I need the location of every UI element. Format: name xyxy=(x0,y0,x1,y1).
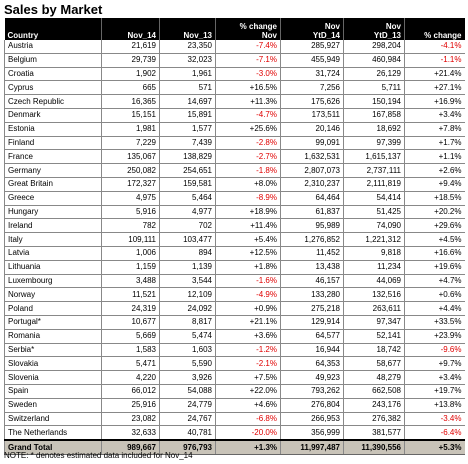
table-row xyxy=(5,177,465,191)
cell-nov14: 5,916 xyxy=(102,205,160,219)
cell-chg: -7.4% xyxy=(216,40,281,53)
header-nov14: Nov_14 xyxy=(102,18,160,40)
cell-ytd14: 455,949 xyxy=(281,53,344,67)
cell-ytd13: 26,129 xyxy=(344,67,405,81)
cell-chgytd: -9.6% xyxy=(405,343,465,357)
cell-nov14: 135,067 xyxy=(102,150,160,164)
table-row xyxy=(5,384,465,398)
cell-country: France xyxy=(5,150,102,164)
cell-country: Ireland xyxy=(5,219,102,233)
cell-ytd14: 285,927 xyxy=(281,40,344,53)
cell-nov14: 5,471 xyxy=(102,357,160,371)
cell-nov13: 14,697 xyxy=(160,95,216,109)
cell-nov13: 254,651 xyxy=(160,164,216,178)
cell-chgytd: +5.3% xyxy=(405,440,465,455)
table-row xyxy=(5,343,465,357)
cell-chg: -2.8% xyxy=(216,136,281,150)
cell-chgytd: +19.6% xyxy=(405,260,465,274)
cell-country: Serbia* xyxy=(5,343,102,357)
cell-nov13: 24,779 xyxy=(160,398,216,412)
cell-nov14: 172,327 xyxy=(102,177,160,191)
cell-chg: -4.9% xyxy=(216,288,281,302)
cell-chgytd: +33.5% xyxy=(405,315,465,329)
cell-chg: +4.6% xyxy=(216,398,281,412)
cell-chgytd: +4.7% xyxy=(405,274,465,288)
cell-chg: +3.6% xyxy=(216,329,281,343)
cell-chgytd: +19.7% xyxy=(405,384,465,398)
cell-ytd13: 52,141 xyxy=(344,329,405,343)
cell-chg: +18.9% xyxy=(216,205,281,219)
cell-ytd14: 11,997,487 xyxy=(281,440,344,455)
cell-nov13: 1,139 xyxy=(160,260,216,274)
cell-nov14: 782 xyxy=(102,219,160,233)
table-row xyxy=(5,219,465,233)
cell-chg: -7.1% xyxy=(216,53,281,67)
cell-chg: -1.6% xyxy=(216,274,281,288)
cell-country: Norway xyxy=(5,288,102,302)
cell-ytd13: 2,111,819 xyxy=(344,177,405,191)
cell-ytd13: 662,508 xyxy=(344,384,405,398)
cell-ytd13: 2,737,111 xyxy=(344,164,405,178)
cell-ytd14: 133,280 xyxy=(281,288,344,302)
cell-nov13: 7,439 xyxy=(160,136,216,150)
cell-nov14: 1,902 xyxy=(102,67,160,81)
cell-chg: +0.9% xyxy=(216,302,281,316)
cell-nov13: 894 xyxy=(160,246,216,260)
cell-nov13: 138,829 xyxy=(160,150,216,164)
cell-nov13: 571 xyxy=(160,81,216,95)
cell-ytd14: 1,632,531 xyxy=(281,150,344,164)
cell-chg: -8.9% xyxy=(216,191,281,205)
cell-chg: -1.8% xyxy=(216,164,281,178)
cell-nov13: 3,544 xyxy=(160,274,216,288)
cell-ytd13: 58,677 xyxy=(344,357,405,371)
cell-chg: -20.0% xyxy=(216,426,281,440)
cell-ytd14: 2,807,073 xyxy=(281,164,344,178)
cell-ytd14: 276,804 xyxy=(281,398,344,412)
cell-nov13: 1,577 xyxy=(160,122,216,136)
cell-ytd14: 31,724 xyxy=(281,67,344,81)
cell-nov13: 5,474 xyxy=(160,329,216,343)
cell-nov13: 15,891 xyxy=(160,108,216,122)
table-row xyxy=(5,302,465,316)
cell-nov14: 11,521 xyxy=(102,288,160,302)
cell-chgytd: +7.8% xyxy=(405,122,465,136)
cell-country: Austria xyxy=(5,40,102,53)
cell-country: Germany xyxy=(5,164,102,178)
cell-chgytd: +20.2% xyxy=(405,205,465,219)
cell-country: Estonia xyxy=(5,122,102,136)
table-row xyxy=(5,233,465,247)
cell-ytd14: 1,276,852 xyxy=(281,233,344,247)
cell-chg: -4.7% xyxy=(216,108,281,122)
header-change-ytd: % change xyxy=(405,18,465,40)
cell-nov13: 702 xyxy=(160,219,216,233)
cell-ytd14: 793,262 xyxy=(281,384,344,398)
cell-nov13: 3,926 xyxy=(160,371,216,385)
cell-chgytd: -1.1% xyxy=(405,53,465,67)
cell-country: Croatia xyxy=(5,67,102,81)
header-ytd14: Nov YtD_14 xyxy=(281,18,344,40)
cell-ytd14: 13,438 xyxy=(281,260,344,274)
cell-country: Italy xyxy=(5,233,102,247)
cell-chg: +12.5% xyxy=(216,246,281,260)
cell-chg: +1.3% xyxy=(216,440,281,455)
cell-country: Czech Republic xyxy=(5,95,102,109)
cell-chg: +22.0% xyxy=(216,384,281,398)
cell-chgytd: +23.9% xyxy=(405,329,465,343)
table-row xyxy=(5,357,465,371)
table-row xyxy=(5,246,465,260)
cell-nov13: 103,477 xyxy=(160,233,216,247)
cell-nov13: 1,603 xyxy=(160,343,216,357)
cell-country: Luxembourg xyxy=(5,274,102,288)
cell-chgytd: +9.7% xyxy=(405,357,465,371)
table-row xyxy=(5,67,465,81)
cell-country: Hungary xyxy=(5,205,102,219)
cell-ytd13: 97,347 xyxy=(344,315,405,329)
cell-chg: +11.4% xyxy=(216,219,281,233)
cell-ytd14: 64,353 xyxy=(281,357,344,371)
cell-nov13: 4,977 xyxy=(160,205,216,219)
cell-ytd13: 18,742 xyxy=(344,343,405,357)
table-row xyxy=(5,329,465,343)
cell-chg: +7.5% xyxy=(216,371,281,385)
header-nov13: Nov_13 xyxy=(160,18,216,40)
table-row xyxy=(5,205,465,219)
table-row xyxy=(5,53,465,67)
cell-ytd14: 266,953 xyxy=(281,412,344,426)
cell-ytd13: 460,984 xyxy=(344,53,405,67)
cell-nov13: 32,023 xyxy=(160,53,216,67)
cell-ytd14: 356,999 xyxy=(281,426,344,440)
cell-country: Denmark xyxy=(5,108,102,122)
cell-nov14: 23,082 xyxy=(102,412,160,426)
cell-nov14: 1,981 xyxy=(102,122,160,136)
cell-nov13: 24,767 xyxy=(160,412,216,426)
cell-nov13: 40,781 xyxy=(160,426,216,440)
cell-nov14: 3,488 xyxy=(102,274,160,288)
cell-chgytd: +29.6% xyxy=(405,219,465,233)
cell-chg: +11.3% xyxy=(216,95,281,109)
table-row xyxy=(5,398,465,412)
cell-nov14: 24,319 xyxy=(102,302,160,316)
cell-ytd14: 64,577 xyxy=(281,329,344,343)
cell-nov13: 54,088 xyxy=(160,384,216,398)
cell-nov13: 1,961 xyxy=(160,67,216,81)
cell-chgytd: -4.1% xyxy=(405,40,465,53)
cell-country: Grand Total xyxy=(5,440,102,455)
cell-nov13: 5,464 xyxy=(160,191,216,205)
cell-chgytd: +13.8% xyxy=(405,398,465,412)
cell-nov13: 5,590 xyxy=(160,357,216,371)
cell-country: Finland xyxy=(5,136,102,150)
cell-chgytd: +2.6% xyxy=(405,164,465,178)
cell-ytd14: 46,157 xyxy=(281,274,344,288)
cell-nov13: 976,793 xyxy=(160,440,216,455)
cell-chgytd: +1.7% xyxy=(405,136,465,150)
cell-nov14: 7,229 xyxy=(102,136,160,150)
cell-nov14: 29,739 xyxy=(102,53,160,67)
cell-nov13: 23,350 xyxy=(160,40,216,53)
cell-chg: +16.5% xyxy=(216,81,281,95)
cell-nov14: 109,111 xyxy=(102,233,160,247)
header-country: Country xyxy=(5,18,102,40)
cell-chgytd: +0.6% xyxy=(405,288,465,302)
table-row xyxy=(5,260,465,274)
cell-ytd13: 132,516 xyxy=(344,288,405,302)
cell-chg: -1.2% xyxy=(216,343,281,357)
cell-ytd13: 44,069 xyxy=(344,274,405,288)
cell-country: Switzerland xyxy=(5,412,102,426)
cell-chg: -3.0% xyxy=(216,67,281,81)
cell-nov14: 32,633 xyxy=(102,426,160,440)
header-change-nov: % change Nov xyxy=(216,18,281,40)
cell-country: Cyprus xyxy=(5,81,102,95)
table-row xyxy=(5,95,465,109)
table-row xyxy=(5,40,465,53)
cell-ytd13: 97,399 xyxy=(344,136,405,150)
cell-nov14: 25,916 xyxy=(102,398,160,412)
cell-chgytd: +1.1% xyxy=(405,150,465,164)
table-row xyxy=(5,150,465,164)
cell-ytd13: 11,390,556 xyxy=(344,440,405,455)
cell-country: Lithuania xyxy=(5,260,102,274)
cell-nov14: 1,159 xyxy=(102,260,160,274)
header-ytd13: Nov YtD_13 xyxy=(344,18,405,40)
cell-chgytd: +21.4% xyxy=(405,67,465,81)
cell-country: Poland xyxy=(5,302,102,316)
cell-ytd14: 99,091 xyxy=(281,136,344,150)
table-row xyxy=(5,81,465,95)
cell-ytd14: 49,923 xyxy=(281,371,344,385)
table-row xyxy=(5,191,465,205)
table-row xyxy=(5,412,465,426)
cell-country: Greece xyxy=(5,191,102,205)
cell-ytd13: 150,194 xyxy=(344,95,405,109)
cell-nov13: 24,092 xyxy=(160,302,216,316)
cell-nov14: 10,677 xyxy=(102,315,160,329)
cell-chg: +25.6% xyxy=(216,122,281,136)
cell-nov14: 1,006 xyxy=(102,246,160,260)
cell-nov14: 21,619 xyxy=(102,40,160,53)
cell-chgytd: +3.4% xyxy=(405,371,465,385)
table-row xyxy=(5,164,465,178)
cell-chgytd: +16.9% xyxy=(405,95,465,109)
cell-country: Belgium xyxy=(5,53,102,67)
cell-chg: +5.4% xyxy=(216,233,281,247)
table-row xyxy=(5,274,465,288)
cell-ytd13: 74,090 xyxy=(344,219,405,233)
cell-nov14: 15,151 xyxy=(102,108,160,122)
cell-country: Portugal* xyxy=(5,315,102,329)
table-row xyxy=(5,315,465,329)
cell-country: Slovenia xyxy=(5,371,102,385)
cell-nov13: 8,817 xyxy=(160,315,216,329)
cell-chg: -6.8% xyxy=(216,412,281,426)
cell-chg: +1.8% xyxy=(216,260,281,274)
cell-country: Sweden xyxy=(5,398,102,412)
cell-nov14: 4,975 xyxy=(102,191,160,205)
cell-country: The Netherlands xyxy=(5,426,102,440)
table-row xyxy=(5,122,465,136)
cell-ytd14: 175,626 xyxy=(281,95,344,109)
footnote: NOTE: * denotes estimated data included for Nov_14 xyxy=(4,451,193,460)
cell-ytd13: 167,858 xyxy=(344,108,405,122)
cell-ytd13: 54,414 xyxy=(344,191,405,205)
cell-ytd14: 275,218 xyxy=(281,302,344,316)
cell-nov14: 5,669 xyxy=(102,329,160,343)
table-row xyxy=(5,371,465,385)
cell-ytd13: 1,615,137 xyxy=(344,150,405,164)
table-row xyxy=(5,288,465,302)
cell-country: Latvia xyxy=(5,246,102,260)
cell-ytd14: 20,146 xyxy=(281,122,344,136)
cell-ytd13: 51,425 xyxy=(344,205,405,219)
cell-ytd13: 9,818 xyxy=(344,246,405,260)
cell-ytd13: 263,611 xyxy=(344,302,405,316)
cell-ytd13: 276,382 xyxy=(344,412,405,426)
cell-nov13: 159,581 xyxy=(160,177,216,191)
table-header-row xyxy=(5,18,465,40)
cell-ytd14: 16,944 xyxy=(281,343,344,357)
cell-chgytd: -3.4% xyxy=(405,412,465,426)
cell-chg: -2.1% xyxy=(216,357,281,371)
cell-nov14: 665 xyxy=(102,81,160,95)
cell-ytd14: 173,511 xyxy=(281,108,344,122)
cell-nov14: 4,220 xyxy=(102,371,160,385)
cell-country: Romania xyxy=(5,329,102,343)
cell-ytd13: 5,711 xyxy=(344,81,405,95)
cell-country: Great Britain xyxy=(5,177,102,191)
table-row xyxy=(5,108,465,122)
cell-chgytd: +18.5% xyxy=(405,191,465,205)
cell-chg: +8.0% xyxy=(216,177,281,191)
cell-ytd14: 129,914 xyxy=(281,315,344,329)
cell-country: Slovakia xyxy=(5,357,102,371)
cell-nov13: 12,109 xyxy=(160,288,216,302)
cell-ytd14: 11,452 xyxy=(281,246,344,260)
table-row xyxy=(5,136,465,150)
table-row xyxy=(5,426,465,440)
cell-ytd14: 61,837 xyxy=(281,205,344,219)
cell-ytd14: 95,989 xyxy=(281,219,344,233)
cell-ytd13: 11,234 xyxy=(344,260,405,274)
cell-ytd13: 381,577 xyxy=(344,426,405,440)
cell-chgytd: +3.4% xyxy=(405,108,465,122)
cell-nov14: 989,667 xyxy=(102,440,160,455)
cell-ytd13: 18,692 xyxy=(344,122,405,136)
cell-ytd14: 64,464 xyxy=(281,191,344,205)
cell-chgytd: +4.5% xyxy=(405,233,465,247)
cell-chgytd: +4.4% xyxy=(405,302,465,316)
cell-chg: -2.7% xyxy=(216,150,281,164)
cell-country: Spain xyxy=(5,384,102,398)
cell-nov14: 16,365 xyxy=(102,95,160,109)
sales-table xyxy=(4,18,465,455)
page-title: Sales by Market xyxy=(4,2,103,17)
cell-ytd13: 243,176 xyxy=(344,398,405,412)
cell-chgytd: +9.4% xyxy=(405,177,465,191)
cell-chgytd: +16.6% xyxy=(405,246,465,260)
cell-ytd13: 1,221,312 xyxy=(344,233,405,247)
cell-nov14: 250,082 xyxy=(102,164,160,178)
cell-ytd14: 7,256 xyxy=(281,81,344,95)
cell-ytd13: 298,204 xyxy=(344,40,405,53)
cell-chgytd: -6.4% xyxy=(405,426,465,440)
cell-chgytd: +27.1% xyxy=(405,81,465,95)
cell-nov14: 1,583 xyxy=(102,343,160,357)
cell-ytd13: 48,279 xyxy=(344,371,405,385)
cell-ytd14: 2,310,237 xyxy=(281,177,344,191)
cell-chg: +21.1% xyxy=(216,315,281,329)
cell-nov14: 66,012 xyxy=(102,384,160,398)
